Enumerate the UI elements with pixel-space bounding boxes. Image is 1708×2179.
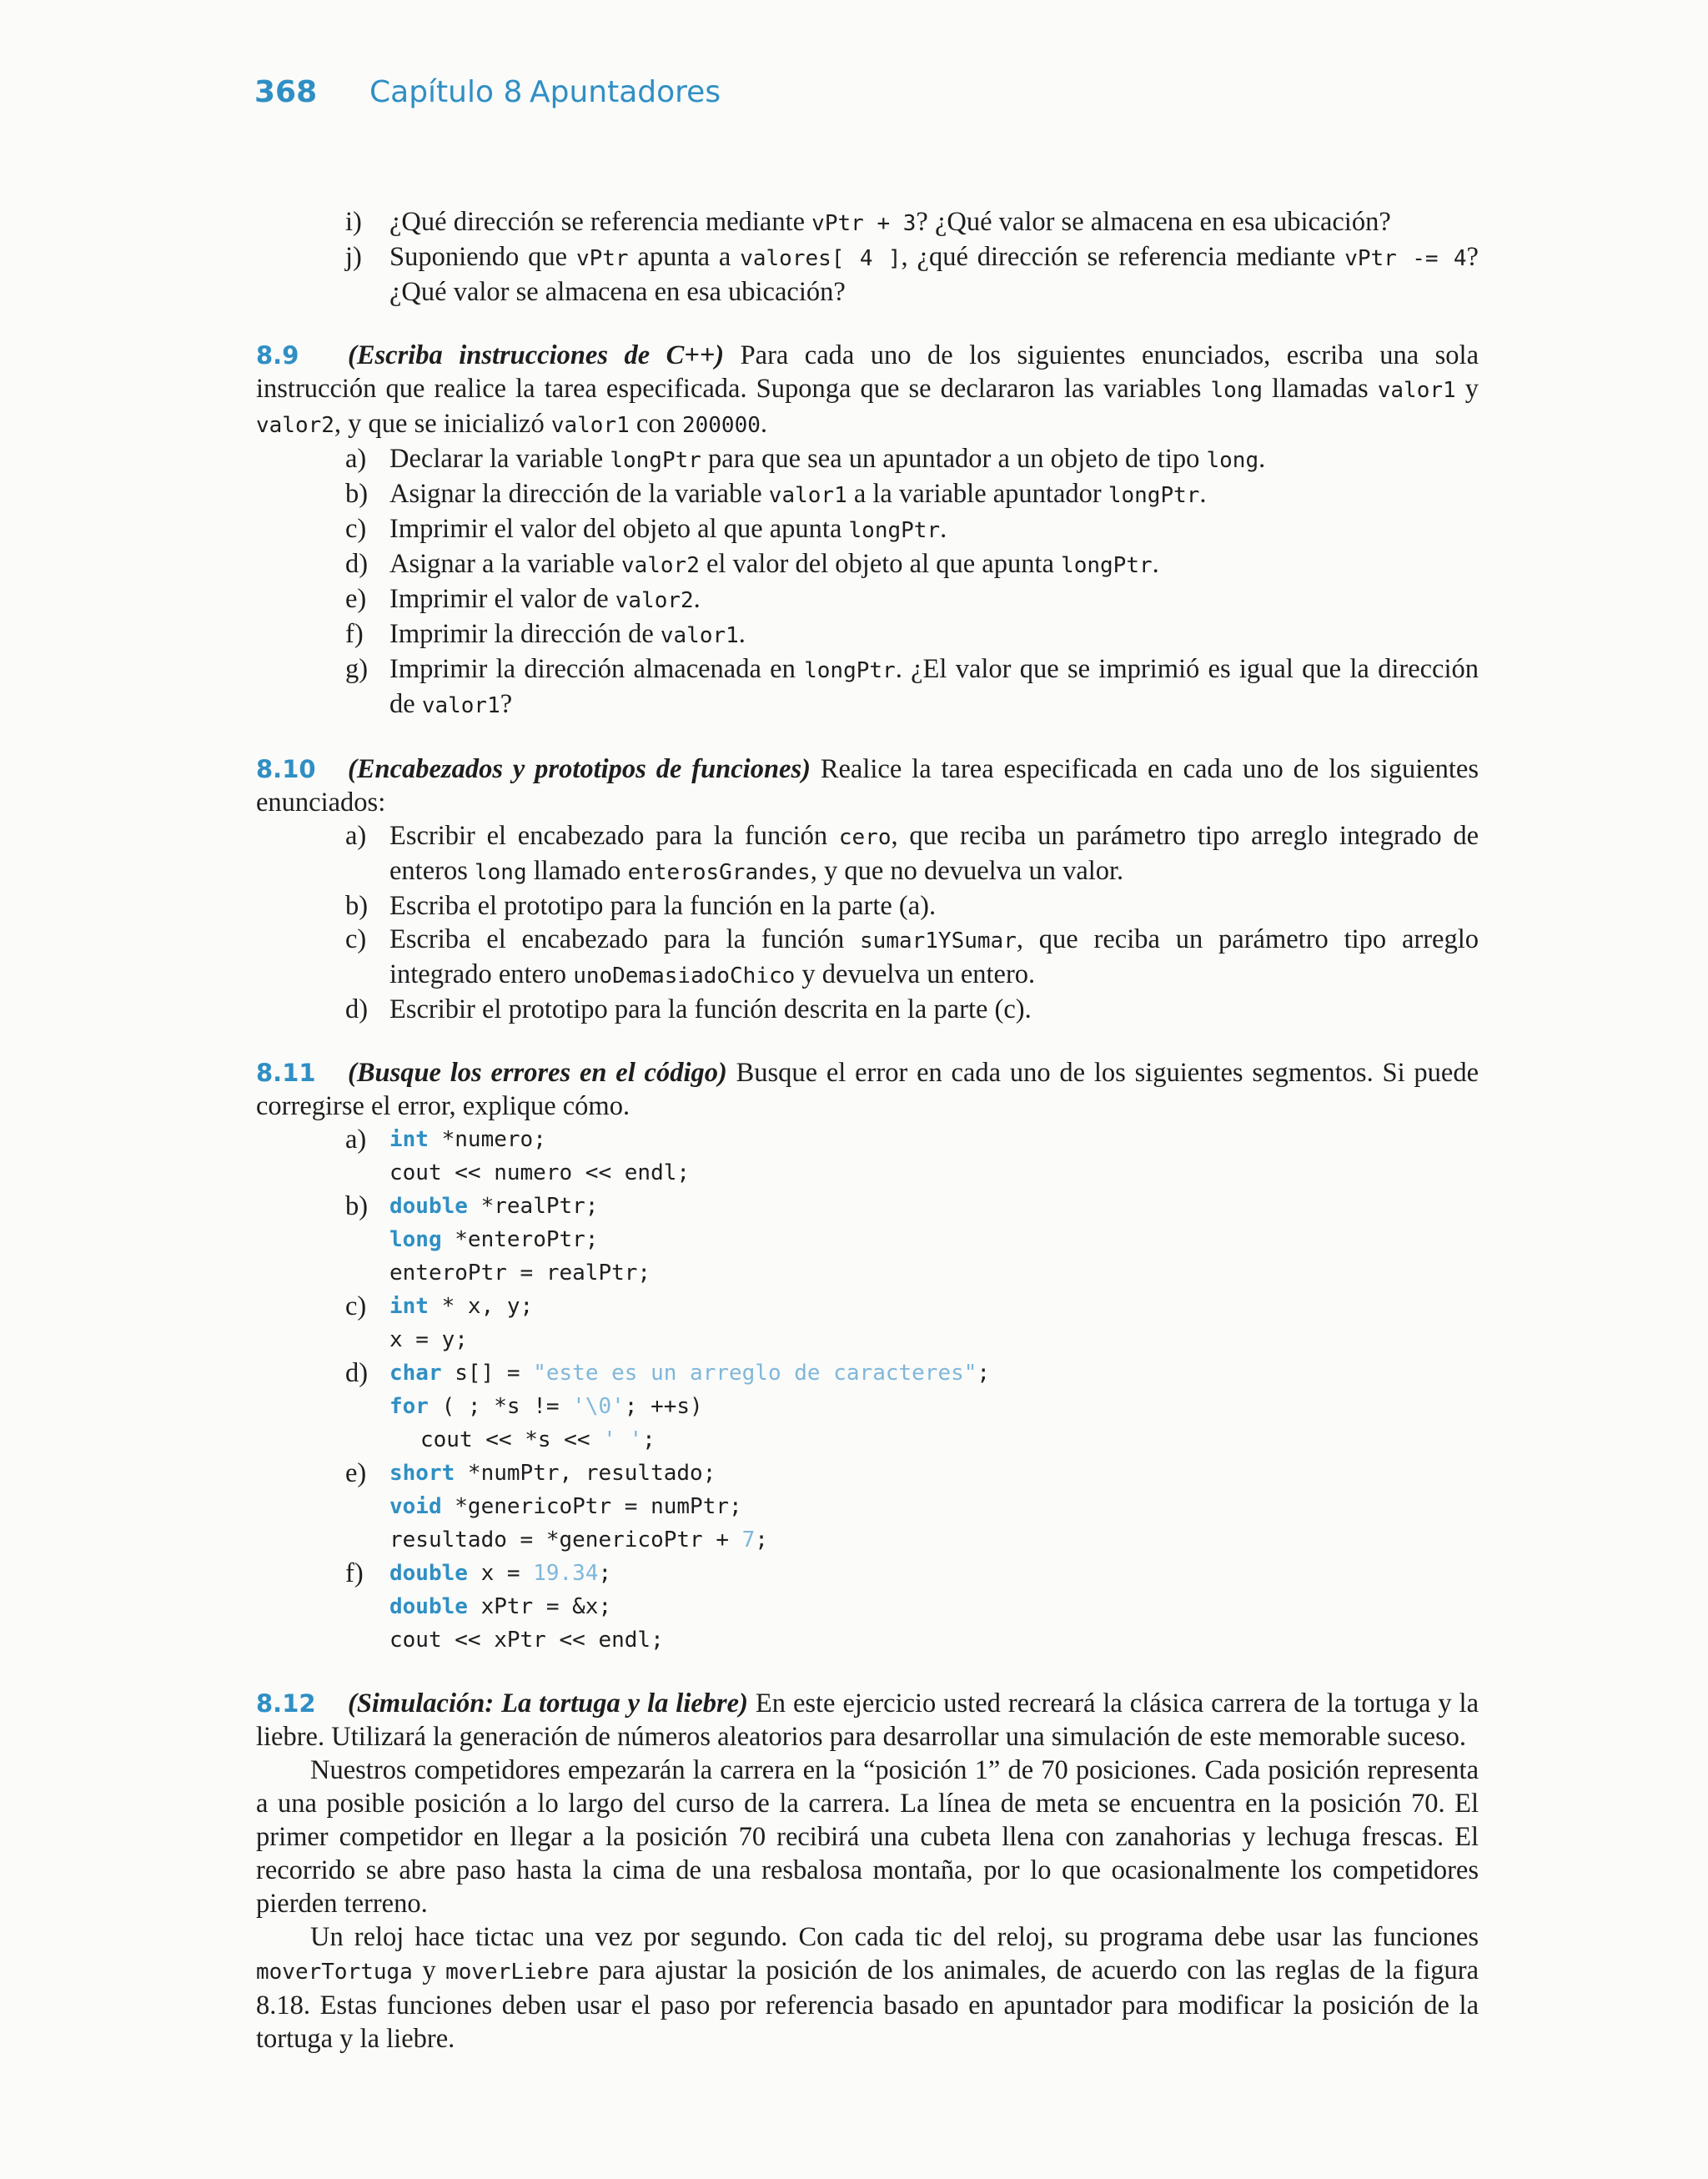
list-item: b) Asignar la dirección de la variable valor1 a la variable apuntador longPtr. <box>345 479 1207 509</box>
exercise-8-11: 8.11 (Busque los errores en el código) Busque el error en cada uno de los siguientes segmentos. Si puede corregirse el error, explique cómo. <box>256 1058 1479 1121</box>
exercise-title: (Encabezados y prototipos de funciones) <box>348 754 811 784</box>
exercise-number: 8.11 <box>256 1059 316 1087</box>
code-line: cout << *s << ' '; <box>420 1427 656 1452</box>
list-item: d) Asignar a la variable valor2 el valor del objeto al que apunta longPtr. <box>345 549 1159 579</box>
exercise-8-12: 8.12 (Simulación: La tortuga y la liebre) En este ejercicio usted recreará la clásica carrera de la tortuga y la liebre. Utilizará la generación de números aleatorios para desarrollar una simulación de este memorable suceso. <box>256 1688 1479 1752</box>
code-line: d) char s[] = "este es un arreglo de caracteres"; <box>345 1358 991 1388</box>
page-body <box>256 205 1479 2056</box>
exercise-title: (Simulación: La tortuga y la liebre) <box>348 1688 748 1719</box>
running-header <box>254 75 721 109</box>
exercise-title: (Busque los errores en el código) <box>348 1058 727 1088</box>
exercise-number: 8.9 <box>256 341 299 370</box>
code-line: void *genericoPtr = numPtr; <box>389 1494 742 1519</box>
code-line: resultado = *genericoPtr + 7; <box>389 1527 768 1552</box>
exercise-8-9: 8.9 (Escriba instrucciones de C++) Para cada uno de los siguientes enunciados, escriba una sola instrucción que realice la tarea especificada. Suponga que se declararon las variables long llamadas valor1 y valor2, y que se inicializó valor1 con 200000. <box>256 340 1479 439</box>
exercise-number: 8.12 <box>256 1689 316 1718</box>
code-line: long *enteroPtr; <box>389 1227 599 1252</box>
paragraph: Nuestros competidores empezarán la carrera en la “posición 1” de 70 posiciones. Cada posición representa a una posible posición a lo largo del curso de la carrera. La línea de meta se encuentra en la posición 70. El primer competidor en llegar a la posición 70 recibirá una cubeta llena con zanahorias y lechuga frescas. El recorrido se abre paso hasta la cima de una resbalosa montaña, por lo que ocasionalmente los competidores pierden terreno. <box>256 1755 1479 1919</box>
code-line: b) double *realPtr; <box>345 1191 599 1221</box>
list-item: f) Imprimir la dirección de valor1. <box>345 619 746 649</box>
paragraph: Un reloj hace tictac una vez por segundo. Con cada tic del reloj, su programa debe usar las funciones moverTortuga y moverLiebre para ajustar la posición de los animales, de acuerdo con las reglas de la figura 8.18. Estas funciones deben usar el paso por referencia basado en apuntador para modificar la posición de la tortuga y la liebre. <box>256 1922 1479 2054</box>
exercise-number: 8.10 <box>256 755 316 783</box>
exercise-8-10: 8.10 (Encabezados y prototipos de funciones) Realice la tarea especificada en cada uno de los siguientes enunciados: <box>256 754 1479 818</box>
list-item: e) Imprimir el valor de valor2. <box>345 584 701 614</box>
code-line: for ( ; *s != '\0'; ++s) <box>389 1394 703 1419</box>
chapter-title: Apuntadores <box>530 75 721 109</box>
list-item: c) Escriba el encabezado para la función sumar1YSumar, que reciba un parámetro tipo arreglo integrado entero unoDemasiadoChico y devuelva un entero. <box>345 924 1479 989</box>
code-line: e) short *numPtr, resultado; <box>345 1458 716 1488</box>
exercise-title: (Escriba instrucciones de C++) <box>348 340 725 370</box>
code-line: cout << numero << endl; <box>389 1160 691 1185</box>
list-item: c) Imprimir el valor del objeto al que apunta longPtr. <box>345 514 947 544</box>
list-item: j) Suponiendo que vPtr apunta a valores[ 4 ], ¿qué dirección se referencia mediante vPtr -= 4? ¿Qué valor se almacena en esa ubicación? <box>345 242 1479 307</box>
page-number: 368 <box>254 75 318 109</box>
list-item: i) ¿Qué dirección se referencia mediante vPtr + 3? ¿Qué valor se almacena en esa ubicación? <box>345 207 1391 237</box>
code-line: a) int *numero; <box>345 1125 546 1155</box>
list-item: d) Escribir el prototipo para la función descrita en la parte (c). <box>345 994 1032 1024</box>
code-line: c) int * x, y; <box>345 1291 534 1321</box>
code-line: enteroPtr = realPtr; <box>389 1261 651 1286</box>
chapter-label: Capítulo 8 <box>369 75 523 109</box>
code-listing <box>256 1123 1479 1657</box>
list-item: a) Declarar la variable longPtr para que sea un apuntador a un objeto de tipo long. <box>345 444 1266 474</box>
list-item: b) Escriba el prototipo para la función en la parte (a). <box>345 891 937 921</box>
code-line: double xPtr = &x; <box>389 1594 612 1619</box>
code-line: x = y; <box>389 1327 468 1352</box>
code-line: f) double x = 19.34; <box>345 1558 612 1588</box>
list-item: a) Escribir el encabezado para la función cero, que reciba un parámetro tipo arreglo integrado de enteros long llamado enterosGrandes, y que no devuelva un valor. <box>345 821 1479 886</box>
code-line: cout << xPtr << endl; <box>389 1628 664 1653</box>
list-item: g) Imprimir la dirección almacenada en longPtr. ¿El valor que se imprimió es igual que la dirección de valor1? <box>345 654 1479 719</box>
